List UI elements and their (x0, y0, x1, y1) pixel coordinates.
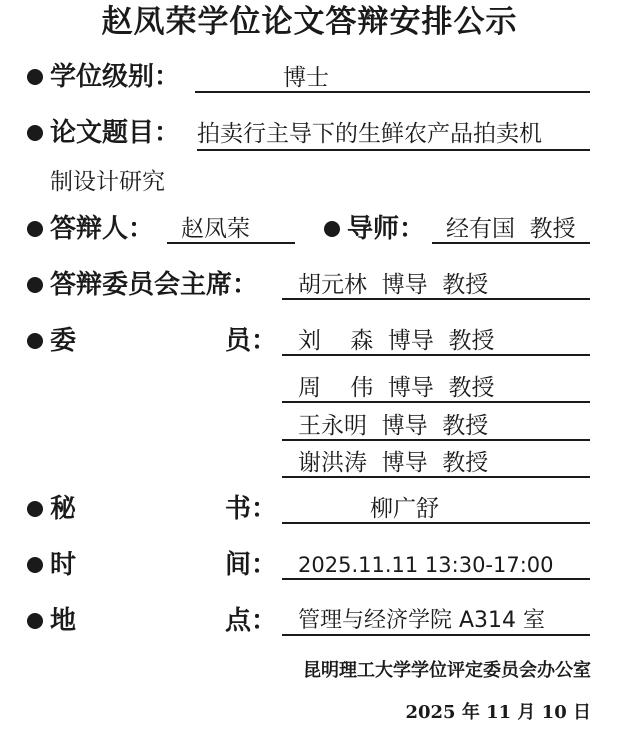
bullet-advisor (324, 221, 340, 237)
bullet-members (27, 333, 43, 349)
chair-value: 胡元林 博导 教授 (282, 270, 590, 300)
chair-label: 答辩委员会主席： (50, 270, 259, 300)
members-label-right: 员： (225, 326, 278, 356)
advisor-label: 导师： (347, 214, 426, 244)
member-2: 周 伟 博导 教授 (282, 373, 590, 403)
member-4: 谢洪涛 博导 教授 (282, 448, 590, 478)
bullet-thesis (27, 125, 43, 141)
bullet-defender (27, 221, 43, 237)
page-title: 赵凤荣学位论文答辩安排公示 (101, 4, 518, 40)
member-3: 王永明 博导 教授 (282, 411, 590, 441)
location-label-left: 地 (50, 606, 77, 636)
bullet-secretary (27, 501, 43, 517)
secretary-label-left: 秘 (50, 494, 77, 524)
location-value: 管理与经济学院 A314 室 (282, 606, 590, 636)
time-label-right: 间： (225, 550, 278, 580)
location-label-right: 点： (225, 606, 278, 636)
time-value: 2025.11.11 13:30-17:00 (282, 550, 590, 580)
bullet-time (27, 557, 43, 573)
issuing-office: 昆明理工大学学位评定委员会办公室 (303, 660, 591, 681)
thesis-title-line1: 拍卖行主导下的生鲜农产品拍卖机 (197, 119, 590, 151)
bullet-location (27, 613, 43, 629)
defender-value: 赵凤荣 (167, 214, 295, 244)
bullet-degree (27, 69, 43, 85)
member-1: 刘 森 博导 教授 (282, 326, 590, 356)
advisor-value: 经有国 教授 (432, 214, 590, 244)
time-label-left: 时 (50, 550, 77, 580)
secretary-value: 柳广舒 (282, 494, 590, 524)
bullet-chair (27, 277, 43, 293)
members-label-left: 委 (50, 326, 77, 356)
defender-label: 答辩人： (50, 214, 155, 244)
thesis-title-line2: 制设计研究 (50, 169, 165, 195)
issue-date: 2025 年 11 月 10 日 (405, 702, 591, 723)
thesis-label: 论文题目： (50, 118, 181, 148)
secretary-label-right: 书： (225, 494, 278, 524)
degree-value: 博士 (195, 63, 590, 93)
degree-label: 学位级别： (50, 62, 181, 92)
